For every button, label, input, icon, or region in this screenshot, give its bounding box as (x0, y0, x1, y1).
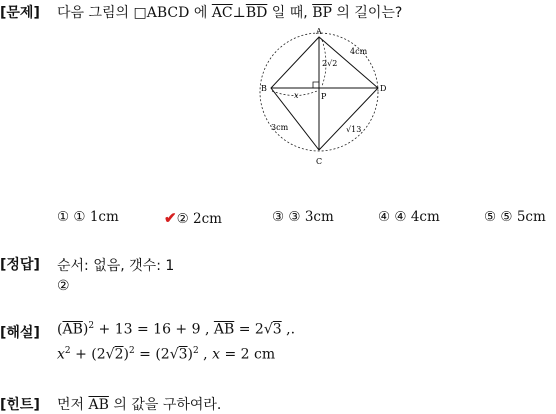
hint-label: [힌트] (0, 397, 40, 413)
hint-text: 먼저 $\overline{AB}$ 의 값을 구하여라. (57, 397, 222, 413)
answer-label: [정답] (0, 257, 40, 273)
answer-line1: 순서: 없음, 갯수: 1 (57, 258, 175, 274)
length-cd: √13 (346, 125, 362, 134)
explanation-label: [해설] (0, 325, 40, 341)
explanation-line2: $x^2 + (2√2)^2 = (2√3)^2$ , x = 2 cm (57, 346, 276, 363)
check-mark-icon: ✔ (164, 209, 177, 227)
length-bc: 3cm (271, 123, 289, 132)
vertex-b: B (261, 84, 267, 93)
question-label: [문제] (0, 5, 40, 21)
length-ad: 4cm (350, 47, 368, 56)
option-2[interactable]: ✔② 2cm (164, 209, 222, 227)
explanation-line1: $(\overline{AB})^2 + 13 = 16 + 9$ , $\overline{AB} = 2√3$ ,. (57, 321, 296, 338)
length-ap: 2√2 (322, 59, 338, 68)
vertex-d: D (380, 84, 387, 93)
question-text: 다음 그림의 □ABCD 에 $\overline{AC}\perp\overline{BD}$ 일 때, $\overline{BP}$ 의 길이는? (57, 5, 403, 21)
vertex-a: A (316, 28, 322, 36)
length-bp: x (294, 91, 299, 100)
option-3[interactable]: ③ ③ 3cm (272, 209, 334, 225)
option-1[interactable]: ① ① 1cm (57, 209, 119, 225)
answer-line2: ② (57, 278, 70, 294)
option-5[interactable]: ⑤ ⑤ 5cm (484, 209, 546, 225)
option-4[interactable]: ④ ④ 4cm (378, 209, 440, 225)
quadrilateral-figure (250, 28, 400, 168)
point-p: P (321, 92, 327, 101)
vertex-c: C (316, 157, 323, 166)
